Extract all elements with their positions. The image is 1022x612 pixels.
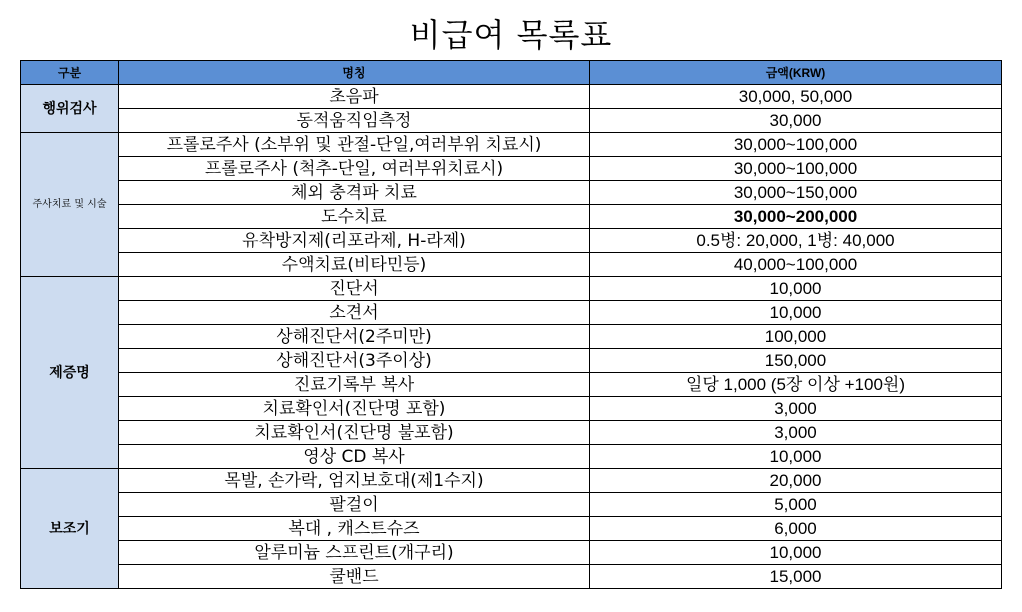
item-amount: 10,000	[590, 541, 1002, 565]
header-name: 명칭	[119, 61, 590, 85]
item-amount: 30,000~150,000	[590, 181, 1002, 205]
header-category: 구분	[21, 61, 119, 85]
table-row	[21, 517, 1002, 541]
item-name: 체외 충격파 치료	[119, 181, 590, 205]
item-name: 초음파	[119, 85, 590, 109]
item-name: 알루미늄 스프린트(개구리)	[119, 541, 590, 565]
item-name: 동적움직임측정	[119, 109, 590, 133]
table-row	[21, 373, 1002, 397]
category-cell: 제증명	[21, 277, 119, 469]
item-amount: 100,000	[590, 325, 1002, 349]
page-title: 비급여 목록표	[409, 16, 613, 54]
item-amount: 5,000	[590, 493, 1002, 517]
table-row	[21, 493, 1002, 517]
item-amount: 30,000~100,000	[590, 157, 1002, 181]
category-cell: 행위검사	[21, 85, 119, 133]
item-amount: 30,000~100,000	[590, 133, 1002, 157]
item-name: 프롤로주사 (척추-단일, 여러부위치료시)	[119, 157, 590, 181]
table-row	[21, 85, 1002, 109]
item-amount: 10,000	[590, 301, 1002, 325]
item-name: 유착방지제(리포라제, H-라제)	[119, 229, 590, 253]
item-amount: 20,000	[590, 469, 1002, 493]
item-name: 소견서	[119, 301, 590, 325]
item-amount: 30,000	[590, 109, 1002, 133]
item-name: 쿨밴드	[119, 565, 590, 589]
item-name: 도수치료	[119, 205, 590, 229]
table-row	[21, 157, 1002, 181]
item-name: 영상 CD 복사	[119, 445, 590, 469]
table-row	[21, 181, 1002, 205]
item-name: 치료확인서(진단명 불포함)	[119, 421, 590, 445]
category-cell: 주사치료 및 시술	[21, 133, 119, 277]
item-name: 치료확인서(진단명 포함)	[119, 397, 590, 421]
table-header-row	[21, 61, 1002, 85]
item-name: 수액치료(비타민등)	[119, 253, 590, 277]
table-row	[21, 469, 1002, 493]
item-name: 상해진단서(3주이상)	[119, 349, 590, 373]
table-row	[21, 277, 1002, 301]
item-amount: 15,000	[590, 565, 1002, 589]
item-name: 프롤로주사 (소부위 및 관절-단일,여러부위 치료시)	[119, 133, 590, 157]
item-amount: 10,000	[590, 445, 1002, 469]
table-row	[21, 541, 1002, 565]
item-name: 진료기록부 복사	[119, 373, 590, 397]
item-name: 상해진단서(2주미만)	[119, 325, 590, 349]
table-row	[21, 133, 1002, 157]
item-amount: 30,000, 50,000	[590, 85, 1002, 109]
table-row	[21, 397, 1002, 421]
table-row	[21, 325, 1002, 349]
item-amount: 3,000	[590, 421, 1002, 445]
table-row	[21, 205, 1002, 229]
header-amount: 금액(KRW)	[590, 61, 1002, 85]
item-name: 목발, 손가락, 엄지보호대(제1수지)	[119, 469, 590, 493]
table-row	[21, 229, 1002, 253]
item-amount: 10,000	[590, 277, 1002, 301]
item-amount: 6,000	[590, 517, 1002, 541]
item-amount: 30,000~200,000	[590, 205, 1002, 229]
fee-table	[20, 60, 1002, 589]
item-amount: 150,000	[590, 349, 1002, 373]
table-row	[21, 421, 1002, 445]
table-row	[21, 253, 1002, 277]
table-row	[21, 301, 1002, 325]
category-cell: 보조기	[21, 469, 119, 589]
item-amount: 3,000	[590, 397, 1002, 421]
item-amount: 일당 1,000 (5장 이상 +100원)	[590, 373, 1002, 397]
table-row	[21, 349, 1002, 373]
table-row	[21, 565, 1002, 589]
item-amount: 40,000~100,000	[590, 253, 1002, 277]
item-amount: 0.5병: 20,000, 1병: 40,000	[590, 229, 1002, 253]
item-name: 복대 , 캐스트슈즈	[119, 517, 590, 541]
item-name: 진단서	[119, 277, 590, 301]
table-row	[21, 109, 1002, 133]
item-name: 팔걸이	[119, 493, 590, 517]
table-row	[21, 445, 1002, 469]
